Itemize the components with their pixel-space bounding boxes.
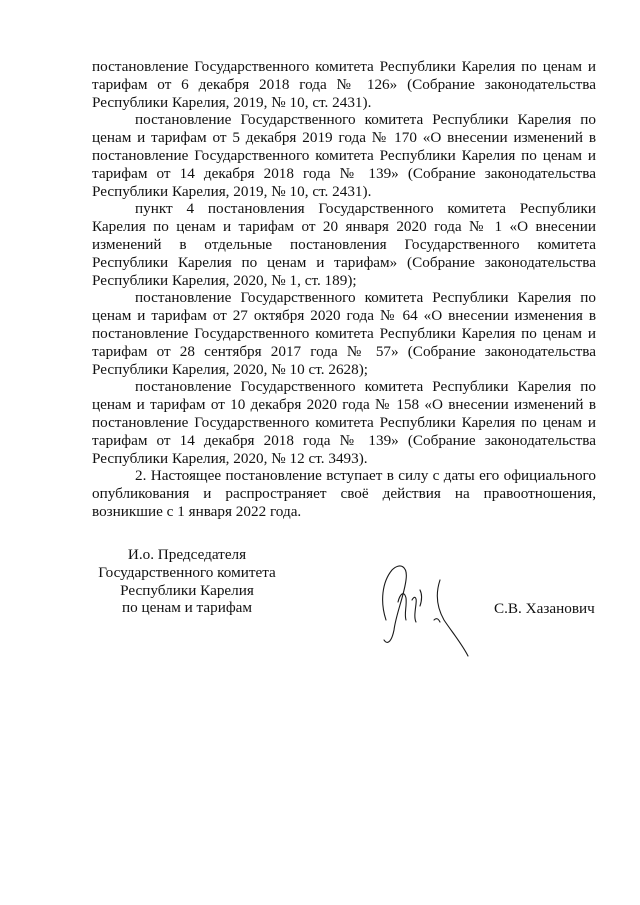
paragraph-1: постановление Государственного комитета Республики Карелия по ценам и тарифам от 6 декабря 2018 года № 126» (Собрание законодательства Республики Карелия, 2019, № 10, ст. 2431).: [92, 58, 596, 111]
signatory-title-line: Республики Карелия: [120, 581, 254, 599]
signatory-title-block: [82, 546, 292, 617]
signatory-name: С.В. Хазанович: [494, 600, 595, 617]
handwritten-signature: [374, 560, 484, 670]
signatory-title-line: И.о. Председателя: [127, 546, 247, 563]
paragraph-effective-date: 2. Настоящее постановление вступает в силу с даты его официального опубликования и распространяет своё действия на правоотношения, возникшие с 1 января 2022 года.: [92, 467, 596, 520]
paragraph-3: пункт 4 постановления Государственного комитета Республики Карелия по ценам и тарифам от 20 января 2020 года № 1 «О внесении изменений в отдельные постановления Государственного комитета Республики Карелия по ценам и тарифам» (Собрание законодательства Республики Карелия, 2020, № 1, ст. 189);: [92, 200, 596, 289]
signatory-title-line: Государственного комитета: [98, 563, 276, 581]
document-body: [92, 58, 596, 521]
paragraph-4: постановление Государственного комитета Республики Карелия по ценам и тарифам от 27 октября 2020 года № 64 «О внесении изменения в постановление Государственного комитета Республики Карелия по ценам и тарифам от 28 сентября 2017 года № 57» (Собрание законодательства Республики Карелия, 2020, № 10 ст. 2628);: [92, 289, 596, 378]
paragraph-2: постановление Государственного комитета Республики Карелия по ценам и тарифам от 5 декабря 2019 года № 170 «О внесении изменений в постановление Государственного комитета Республики Карелия по ценам и тарифам от 14 декабря 2018 года № 139» (Собрание законодательства Республики Карелия, 2019, № 10, ст. 2431).: [92, 111, 596, 200]
signatory-title-line: по ценам и тарифам: [121, 599, 253, 617]
paragraph-5: постановление Государственного комитета Республики Карелия по ценам и тарифам от 10 декабря 2020 года № 158 «О внесении изменений в постановление Государственного комитета Республики Карелия по ценам и тарифам от 14 декабря 2018 года № 139» (Собрание законодательства Республики Карелия, 2020, № 12 ст. 3493).: [92, 378, 596, 467]
